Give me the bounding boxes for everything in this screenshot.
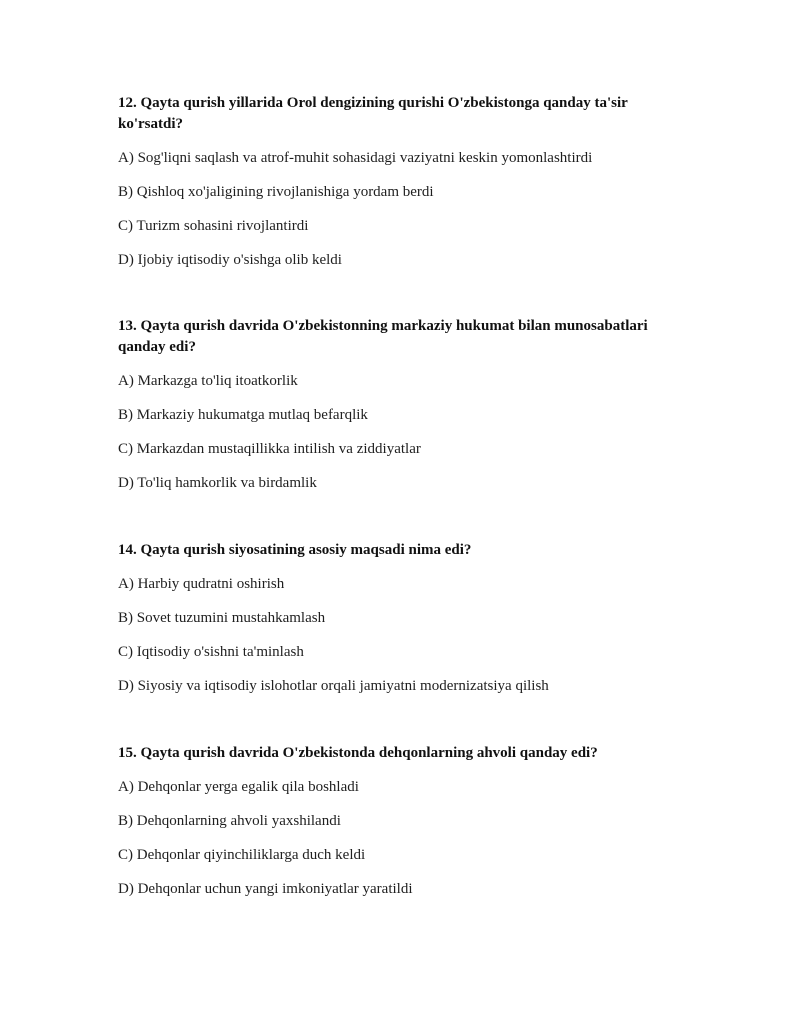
answer-option: B) Markaziy hukumatga mutlaq befarqlik: [118, 407, 368, 423]
question-12: [118, 93, 690, 268]
answer-option: D) Dehqonlar uchun yangi imkoniyatlar yaratildi: [118, 881, 413, 897]
question-title: 14. Qayta qurish siyosatining asosiy maqsadi nima edi?: [118, 542, 472, 558]
answer-option: A) Harbiy qudratni oshirish: [118, 576, 285, 592]
answer-option: C) Markazdan mustaqillikka intilish va ziddiyatlar: [118, 441, 421, 457]
answer-option: D) Ijobiy iqtisodiy o'sishga olib keldi: [118, 252, 342, 268]
answer-option: B) Sovet tuzumini mustahkamlash: [118, 610, 326, 626]
question-15: [118, 743, 690, 897]
question-13: [118, 316, 690, 491]
question-title: 15. Qayta qurish davrida O'zbekistonda dehqonlarning ahvoli qanday edi?: [118, 745, 598, 761]
answer-option: C) Iqtisodiy o'sishni ta'minlash: [118, 644, 304, 660]
answer-option: C) Dehqonlar qiyinchiliklarga duch keldi: [118, 847, 366, 863]
answer-option: C) Turizm sohasini rivojlantirdi: [118, 218, 309, 234]
answer-option: B) Qishloq xo'jaligining rivojlanishiga yordam berdi: [118, 184, 434, 200]
question-title: 13. Qayta qurish davrida O'zbekistonning markaziy hukumat bilan munosabatlari qanday edi?: [118, 318, 648, 355]
answer-option: D) To'liq hamkorlik va birdamlik: [118, 475, 317, 491]
answer-option: A) Markazga to'liq itoatkorlik: [118, 373, 298, 389]
question-title: 12. Qayta qurish yillarida Orol dengizining qurishi O'zbekistonga qanday ta'sir ko'rsatdi?: [118, 95, 628, 132]
question-14: [118, 540, 690, 694]
answer-option: D) Siyosiy va iqtisodiy islohotlar orqali jamiyatni modernizatsiya qilish: [118, 678, 549, 694]
answer-option: B) Dehqonlarning ahvoli yaxshilandi: [118, 813, 341, 829]
answer-option: A) Sog'liqni saqlash va atrof-muhit sohasidagi vaziyatni keskin yomonlashtirdi: [118, 150, 593, 166]
answer-option: A) Dehqonlar yerga egalik qila boshladi: [118, 779, 359, 795]
